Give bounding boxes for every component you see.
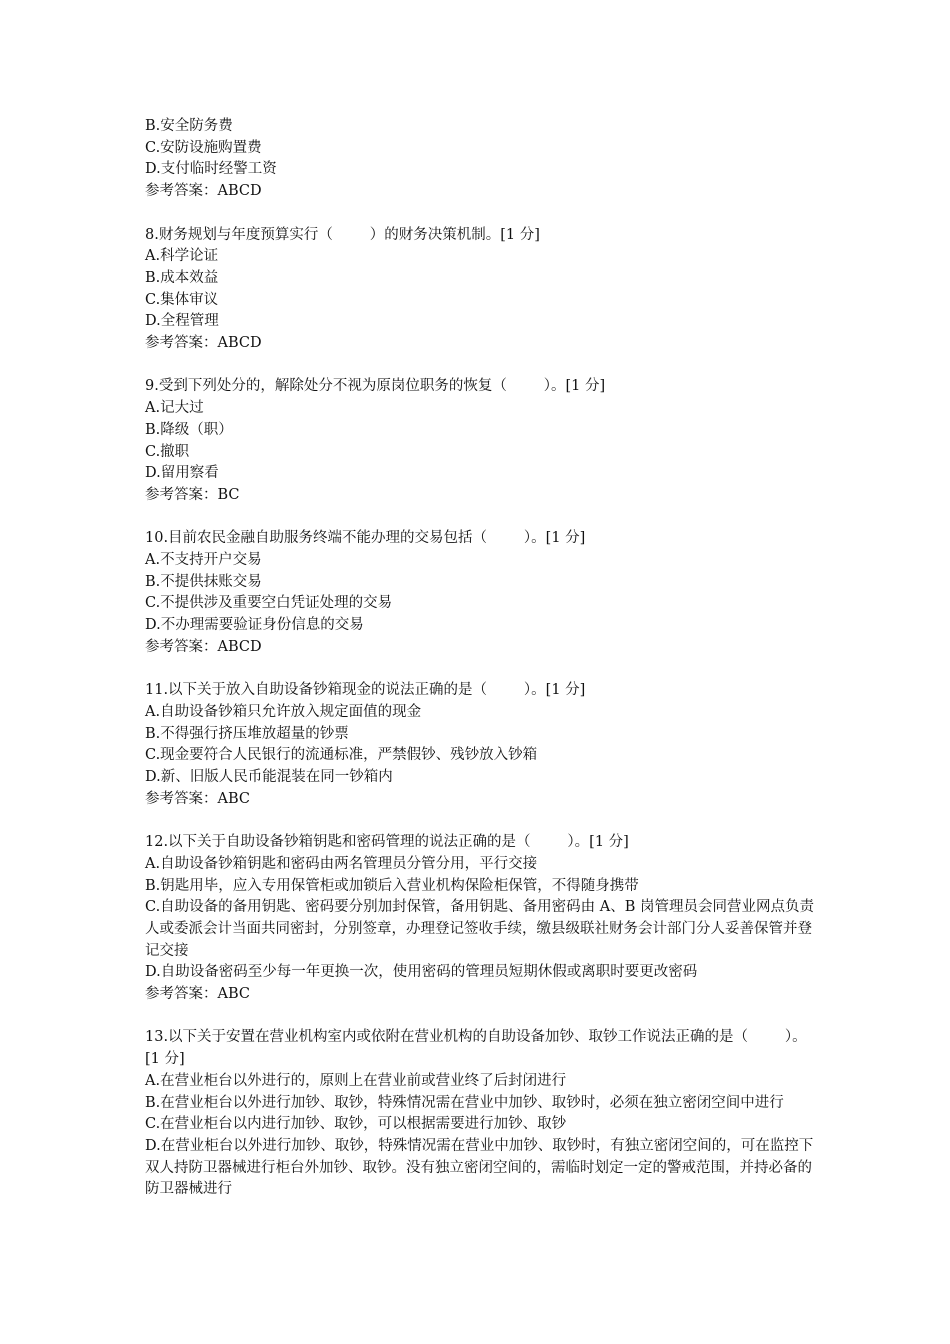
option-c: C.在营业柜台以内进行加钞、取钞，可以根据需要进行加钞、取钞 xyxy=(145,1116,567,1133)
reference-answer: 参考答案：BC xyxy=(145,486,240,503)
option-b: B.安全防务费 xyxy=(145,118,233,134)
option-c: C.不提供涉及重要空白凭证处理的交易 xyxy=(145,595,393,612)
option-c: C.自助设备的备用钥匙、密码要分别加封保管，备用钥匙、备用密码由 A、B 岗管理员会同营业网点负责人或委派会计当面共同密封，分别签章，办理登记签收手续，缴县级联社财务会计部门分人妥善保管并登记交接 xyxy=(145,899,815,959)
option-a: A.在营业柜台以外进行的，原则上在营业前或营业终了后封闭进行 xyxy=(145,1072,567,1089)
option-a: A.自助设备钞箱只允许放入规定面值的现金 xyxy=(145,703,422,720)
reference-answer: 参考答案：ABC xyxy=(145,986,250,1003)
option-d: D.自助设备密码至少每一年更换一次，使用密码的管理员短期休假或离职时要更改密码 xyxy=(145,964,698,981)
option-c: C.撤职 xyxy=(145,443,190,460)
option-d: D.在营业柜台以外进行加钞、取钞，特殊情况需在营业中加钞、取钞时，有独立密闭空间的，可在监控下双人持防卫器械进行柜台外加钞、取钞。没有独立密闭空间的，需临时划定一定的警戒范围，并持必备的防卫器械进行 xyxy=(145,1137,814,1198)
option-a: A.科学论证 xyxy=(145,248,219,265)
document-page xyxy=(145,116,815,1201)
option-a: A.自助设备钞箱钥匙和密码由两名管理员分管分用，平行交接 xyxy=(145,855,538,872)
option-d: D.留用察看 xyxy=(145,465,219,482)
option-b: B.在营业柜台以外进行加钞、取钞，特殊情况需在营业中加钞、取钞时，必须在独立密闭空间中进行 xyxy=(145,1094,784,1111)
option-a: A.记大过 xyxy=(145,400,204,417)
reference-answer: 参考答案：ABC xyxy=(145,790,250,807)
question-12 xyxy=(145,832,815,1006)
question-10 xyxy=(145,528,815,658)
option-b: B.不提供抹账交易 xyxy=(145,573,262,590)
question-stem: 12.以下关于自助设备钞箱钥匙和密码管理的说法正确的是（ ）。[1 分] xyxy=(145,834,629,851)
question-9 xyxy=(145,376,815,506)
option-d: D.全程管理 xyxy=(145,313,219,330)
option-b: B.钥匙用毕，应入专用保管柜或加锁后入营业机构保险柜保管，不得随身携带 xyxy=(145,877,639,894)
question-stem: 13.以下关于安置在营业机构室内或依附在营业机构的自助设备加钞、取钞工作说法正确的是（ ）。[1 分] xyxy=(145,1029,807,1068)
option-b: B.成本效益 xyxy=(145,269,219,286)
option-c: C.现金要符合人民银行的流通标准，严禁假钞、残钞放入钞箱 xyxy=(145,747,538,764)
question-stem: 11.以下关于放入自助设备钞箱现金的说法正确的是（ ）。[1 分] xyxy=(145,682,586,699)
option-d: D.不办理需要验证身份信息的交易 xyxy=(145,617,364,634)
option-d: D.支付临时经警工资 xyxy=(145,161,277,178)
question-11 xyxy=(145,680,815,810)
option-d: D.新、旧版人民币能混装在同一钞箱内 xyxy=(145,769,393,786)
option-c: C.集体审议 xyxy=(145,291,219,308)
question-stem: 8.财务规划与年度预算实行（ ）的财务决策机制。[1 分] xyxy=(145,226,540,243)
question-stem: 10.目前农民金融自助服务终端不能办理的交易包括（ ）。[1 分] xyxy=(145,530,586,547)
option-a: A.不支持开户交易 xyxy=(145,552,262,569)
reference-answer: 参考答案：ABCD xyxy=(145,183,262,200)
reference-answer: 参考答案：ABCD xyxy=(145,335,262,352)
question-13 xyxy=(145,1027,815,1201)
question-8 xyxy=(145,225,815,355)
option-b: B.不得强行挤压堆放超量的钞票 xyxy=(145,725,349,742)
reference-answer: 参考答案：ABCD xyxy=(145,638,262,655)
option-c: C.安防设施购置费 xyxy=(145,139,262,156)
question-7 xyxy=(145,116,815,203)
option-b: B.降级（职） xyxy=(145,421,233,438)
question-stem: 9.受到下列处分的，解除处分不视为原岗位职务的恢复（ ）。[1 分] xyxy=(145,378,606,395)
